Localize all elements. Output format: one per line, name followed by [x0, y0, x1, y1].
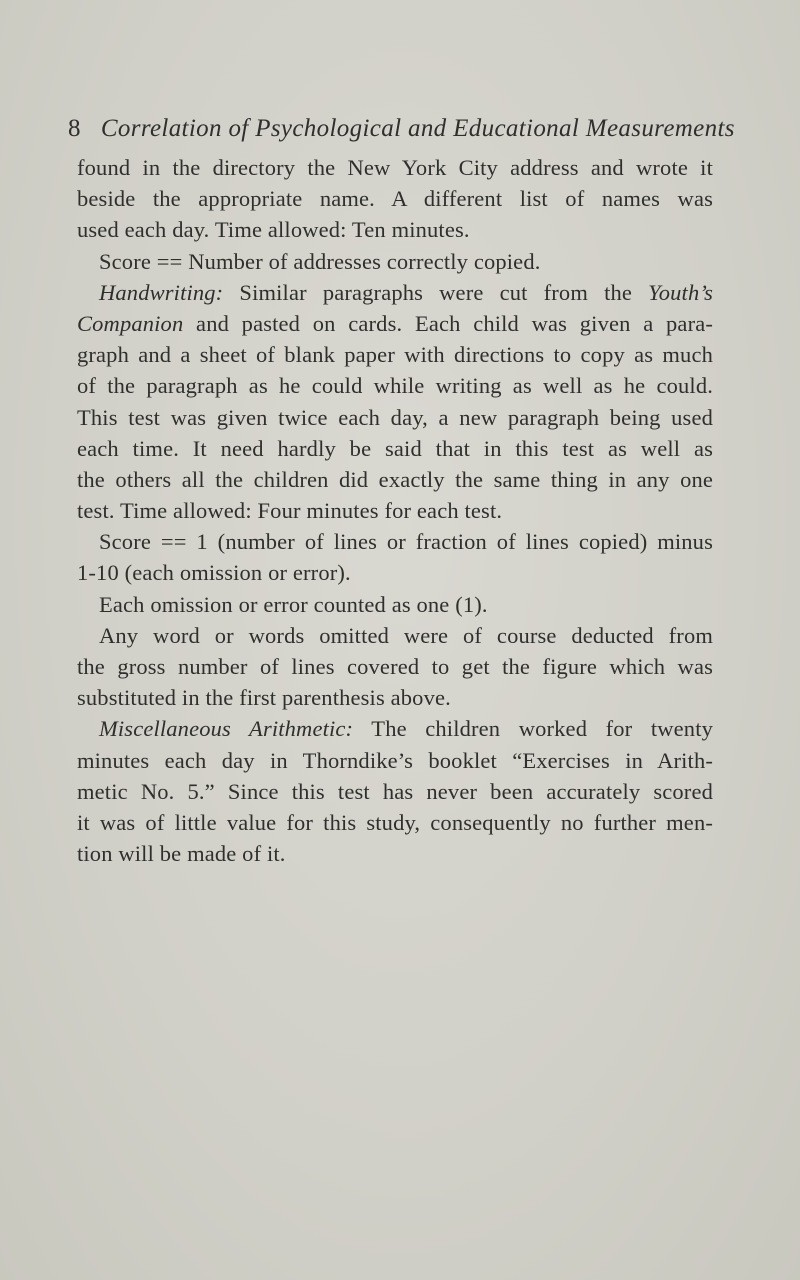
text-line: it was of little value for this study, consequently no further men-	[77, 809, 713, 835]
text-line: This test was given twice each day, a new paragraph being used	[77, 404, 713, 430]
text-line: graph and a sheet of blank paper with directions to copy as much	[77, 342, 713, 368]
body-text	[77, 152, 713, 869]
text-line: Any word or words omitted were of course deducted from	[99, 622, 713, 648]
text-fragment: Similar paragraphs were cut from the	[223, 279, 649, 305]
text-fragment: and pasted on cards. Each child was given a para-	[183, 310, 713, 336]
text-line: used each day. Time allowed: Ten minutes.	[77, 217, 470, 243]
text-line: Each omission or error counted as one (1).	[99, 591, 488, 617]
text-line: metic No. 5.” Since this test has never been accurately scored	[77, 778, 713, 804]
running-head-title: Correlation of Psychological and Educational Measurements	[100, 115, 735, 142]
section-heading-handwriting: Handwriting:	[99, 279, 224, 305]
text-line: Score == 1 (number of lines or fraction of lines copied) minus	[99, 529, 713, 555]
text-line: test. Time allowed: Four minutes for each test.	[77, 498, 503, 524]
text-line: tion will be made of it.	[77, 841, 286, 867]
text-line	[77, 308, 713, 339]
text-line: minutes each day in Thorndike’s booklet “Exercises in Arith-	[77, 747, 713, 773]
text-line: Score == Number of addresses correctly copied.	[99, 248, 541, 274]
page-number: 8	[68, 115, 81, 142]
italic-title: Youth’s	[648, 279, 713, 305]
text-line	[77, 277, 713, 308]
text-line: found in the directory the New York City address and wrote it	[77, 155, 713, 180]
text-fragment: The children worked for twenty	[353, 716, 713, 742]
text-line: of the paragraph as he could while writing as well as he could.	[77, 373, 713, 399]
text-line: each time. It need hardly be said that in this test as well as	[77, 435, 713, 461]
running-head	[68, 115, 735, 142]
text-line: 1-10 (each omission or error).	[77, 560, 351, 586]
text-line: substituted in the first parenthesis above.	[77, 685, 451, 711]
section-heading-arithmetic: Miscellaneous Arithmetic:	[99, 716, 354, 742]
text-line	[77, 713, 713, 744]
italic-title: Companion	[77, 310, 184, 336]
text-line: the gross number of lines covered to get the figure which was	[77, 654, 713, 679]
text-line: beside the appropriate name. A different list of names was	[77, 186, 713, 212]
text-line: the others all the children did exactly the same thing in any one	[77, 466, 713, 492]
